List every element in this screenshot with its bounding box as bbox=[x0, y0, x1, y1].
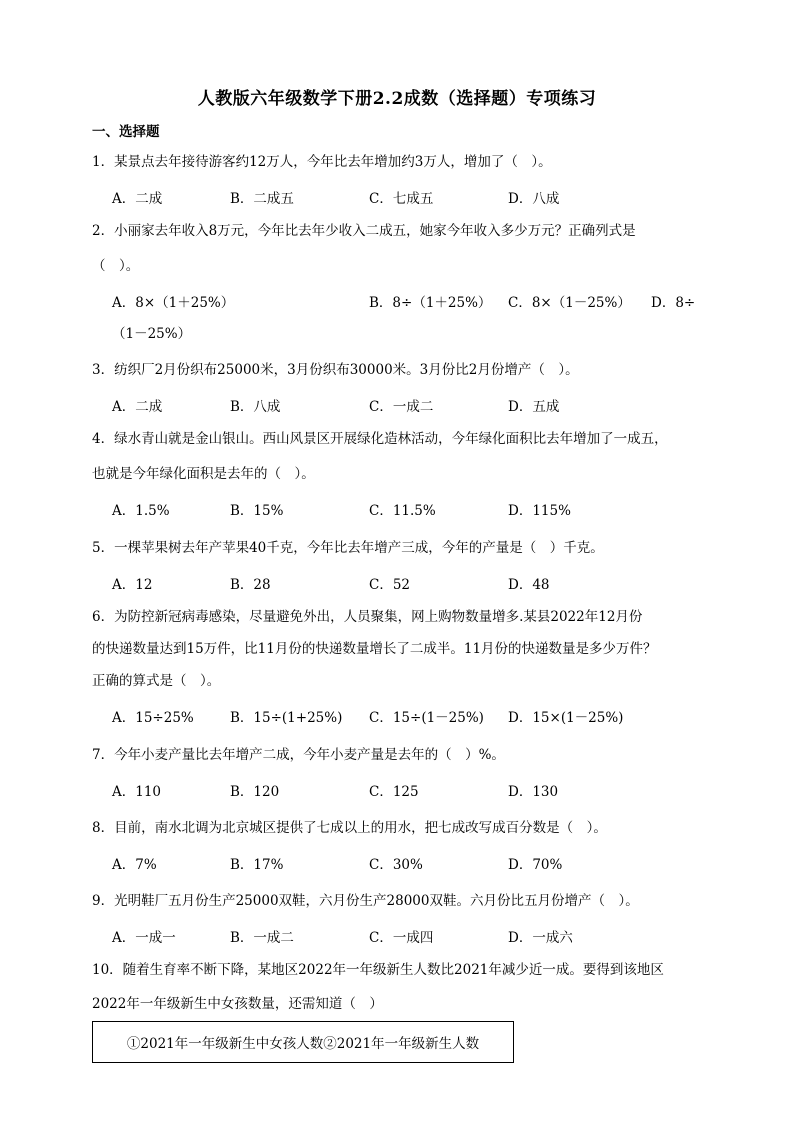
question-6-option-b: B．15÷(1+25%) bbox=[230, 710, 343, 726]
question-4-text-line2: 也就是今年绿化面积是去年的（ ）。 bbox=[92, 466, 315, 482]
question-8-option-d: D．70% bbox=[508, 857, 563, 873]
question-2-option-d-cont: （1－25%） bbox=[112, 326, 192, 342]
question-6-text-line1: 6．为防控新冠病毒感染，尽量避免外出，人员聚集，网上购物数量增多.某县2022年12月份 bbox=[92, 609, 643, 625]
question-3-option-c: C．一成二 bbox=[369, 399, 434, 415]
question-4-option-b: B．15% bbox=[230, 503, 284, 519]
question-4-option-d: D．115% bbox=[508, 503, 571, 519]
question-3-option-a: A．二成 bbox=[112, 399, 163, 415]
question-8-option-b: B．17% bbox=[230, 857, 284, 873]
question-1-option-b: B．二成五 bbox=[230, 191, 294, 207]
question-4-option-a: A．1.5% bbox=[112, 503, 170, 519]
question-8-option-c: C．30% bbox=[369, 857, 423, 873]
question-6-text-line3: 正确的算式是（ ）。 bbox=[92, 673, 221, 689]
question-5-option-d: D．48 bbox=[508, 577, 550, 593]
question-10-info-text: ①2021年一年级新生中女孩人数②2021年一年级新生人数 bbox=[126, 1036, 480, 1052]
page-title: 人教版六年级数学下册2.2成数（选择题）专项练习 bbox=[197, 89, 597, 109]
question-2-option-b: B．8÷（1＋25%） bbox=[369, 295, 492, 311]
question-9-option-a: A．一成一 bbox=[112, 930, 176, 946]
question-2-text-line2: （ ）。 bbox=[92, 258, 140, 274]
question-2-text-line1: 2．小丽家去年收入8万元，今年比去年少收入二成五，她家今年收入多少万元？正确列式是 bbox=[92, 223, 636, 239]
question-9-option-b: B．一成二 bbox=[230, 930, 294, 946]
question-2-option-c: C．8×（1－25%） bbox=[508, 295, 631, 311]
section-heading: 一、选择题 bbox=[92, 124, 160, 140]
question-5-option-a: A．12 bbox=[112, 577, 153, 593]
question-1-option-a: A．二成 bbox=[112, 191, 163, 207]
question-5-text: 5．一棵苹果树去年产苹果40千克，今年比去年增产三成，今年的产量是（ ）千克。 bbox=[92, 540, 604, 556]
question-3-option-b: B．八成 bbox=[230, 399, 281, 415]
question-6-option-c: C．15÷(1－25%) bbox=[369, 710, 484, 726]
question-5-option-b: B．28 bbox=[230, 577, 271, 593]
question-7-option-a: A．110 bbox=[112, 784, 162, 800]
question-9-option-c: C．一成四 bbox=[369, 930, 434, 946]
question-9-text: 9．光明鞋厂五月份生产25000双鞋，六月份生产28000双鞋。六月份比五月份增产（ ）。 bbox=[92, 893, 639, 909]
question-1-text: 1．某景点去年接待游客约12万人，今年比去年增加约3万人，增加了（ ）。 bbox=[92, 154, 552, 170]
question-7-text: 7．今年小麦产量比去年增产二成，今年小麦产量是去年的（ ）%。 bbox=[92, 747, 505, 763]
question-9-option-d: D．一成六 bbox=[508, 930, 573, 946]
question-5-option-c: C．52 bbox=[369, 577, 411, 593]
question-4-text-line1: 4．绿水青山就是金山银山。西山风景区开展绿化造林活动，今年绿化面积比去年增加了一成五， bbox=[92, 431, 668, 447]
question-6-option-a: A．15÷25% bbox=[112, 710, 194, 726]
question-7-option-b: B．120 bbox=[230, 784, 280, 800]
question-8-text: 8．目前，南水北调为北京城区提供了七成以上的用水，把七成改写成百分数是（ ）。 bbox=[92, 820, 607, 836]
question-4-option-c: C．11.5% bbox=[369, 503, 436, 519]
question-6-option-d: D．15×(1－25%) bbox=[508, 710, 624, 726]
question-10-text-line2: 2022年一年级新生中女孩数量，还需知道（ ） bbox=[92, 996, 383, 1012]
question-3-text: 3．纺织厂2月份织布25000米，3月份织布30000米。3月份比2月份增产（ ）。 bbox=[92, 362, 579, 378]
question-8-option-a: A．7% bbox=[112, 857, 157, 873]
question-6-text-line2: 的快递数量达到15万件，比11月份的快递数量增长了二成半。11月份的快递数量是多少万件？ bbox=[92, 641, 657, 657]
question-1-option-d: D．八成 bbox=[508, 191, 560, 207]
question-2-option-a: A．8×（1＋25%） bbox=[112, 295, 235, 311]
question-3-option-d: D．五成 bbox=[508, 399, 560, 415]
question-1-option-c: C．七成五 bbox=[369, 191, 434, 207]
question-7-option-d: D．130 bbox=[508, 784, 559, 800]
question-10-text-line1: 10．随着生育率不断下降，某地区2022年一年级新生人数比2021年减少近一成。要得到该地区 bbox=[92, 962, 664, 978]
question-2-option-d: D．8÷ bbox=[651, 295, 696, 311]
question-7-option-c: C．125 bbox=[369, 784, 419, 800]
question-10-info-box bbox=[92, 1021, 514, 1063]
